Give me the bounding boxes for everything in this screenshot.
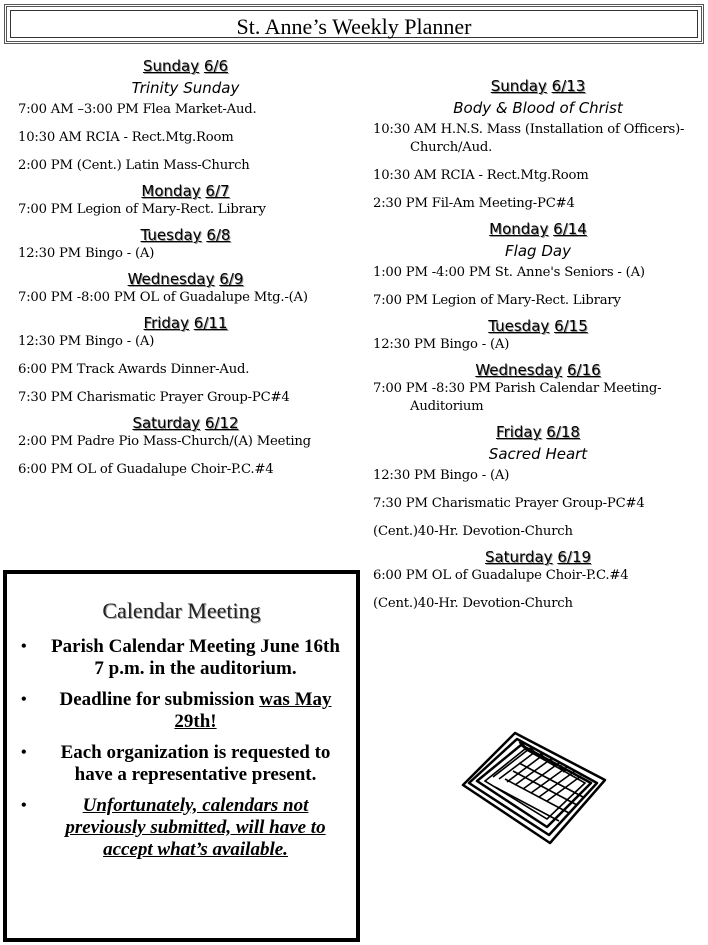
right-column bbox=[373, 76, 703, 623]
day-heading: Sunday 6/6 bbox=[142, 57, 229, 75]
event: 12:30 PM Bingo - (A) bbox=[373, 468, 510, 483]
list-item: • Parish Calendar Meeting June 16th 7 p.m. in the auditorium. bbox=[45, 636, 346, 680]
event: 2:30 PM Fil-Am Meeting-PC#4 bbox=[373, 196, 575, 211]
event: 6:00 PM OL of Guadalupe Choir-P.C.#4 bbox=[18, 462, 274, 477]
event: 10:30 AM H.N.S. Mass (Installation of Officers)-Church/Aud. bbox=[373, 122, 685, 155]
event: 10:30 AM RCIA - Rect.Mtg.Room bbox=[18, 130, 234, 145]
event: 7:00 PM -8:00 PM OL of Guadalupe Mtg.-(A) bbox=[18, 290, 308, 305]
event: 10:30 AM RCIA - Rect.Mtg.Room bbox=[373, 168, 589, 183]
event: 12:30 PM Bingo - (A) bbox=[18, 246, 155, 261]
title-banner bbox=[4, 4, 704, 44]
day-heading: Sunday 6/13 bbox=[490, 77, 586, 95]
list-item: • Deadline for submission was May 29th! bbox=[45, 689, 346, 733]
event: 2:00 PM Padre Pio Mass-Church/(A) Meeting bbox=[18, 434, 311, 449]
list-item: • Each organization is requested to have a representative present. bbox=[45, 742, 346, 786]
calendar-meeting-title: Calendar Meeting bbox=[102, 598, 261, 623]
day-heading: Wednesday 6/16 bbox=[475, 361, 601, 379]
day-heading: Monday 6/14 bbox=[489, 220, 587, 238]
day-heading: Tuesday 6/8 bbox=[140, 226, 231, 244]
event: 7:00 PM Legion of Mary-Rect. Library bbox=[373, 293, 621, 308]
day-heading: Monday 6/7 bbox=[141, 182, 230, 200]
feast-name: Flag Day bbox=[505, 242, 571, 260]
day-heading: Saturday 6/12 bbox=[132, 414, 239, 432]
event: (Cent.)40-Hr. Devotion-Church bbox=[373, 524, 573, 539]
calendar-meeting-list bbox=[7, 636, 356, 861]
feast-name: Body & Blood of Christ bbox=[453, 99, 623, 117]
event: 7:30 PM Charismatic Prayer Group-PC#4 bbox=[373, 496, 645, 511]
feast-name: Sacred Heart bbox=[488, 445, 588, 463]
event: 7:30 PM Charismatic Prayer Group-PC#4 bbox=[18, 390, 290, 405]
event: 7:00 AM –3:00 PM Flea Market-Aud. bbox=[18, 102, 257, 117]
event: 7:00 PM Legion of Mary-Rect. Library bbox=[18, 202, 266, 217]
list-item: • Unfortunately, calendars not previously submitted, will have to accept what’s available. bbox=[45, 795, 346, 861]
left-column bbox=[18, 56, 353, 489]
calendar-icon bbox=[455, 725, 610, 850]
event: 12:30 PM Bingo - (A) bbox=[18, 334, 155, 349]
event: 7:00 PM -8:30 PM Parish Calendar Meeting-Auditorium bbox=[373, 381, 662, 414]
event: 6:00 PM Track Awards Dinner-Aud. bbox=[18, 362, 250, 377]
event: 12:30 PM Bingo - (A) bbox=[373, 337, 510, 352]
day-heading: Saturday 6/19 bbox=[484, 548, 592, 566]
page-title: St. Anne’s Weekly Planner bbox=[10, 10, 698, 38]
day-heading: Wednesday 6/9 bbox=[127, 270, 244, 288]
event: 1:00 PM -4:00 PM St. Anne's Seniors - (A) bbox=[373, 265, 645, 280]
day-heading: Tuesday 6/15 bbox=[488, 317, 588, 335]
calendar-meeting-box bbox=[3, 570, 360, 942]
event: 2:00 PM (Cent.) Latin Mass-Church bbox=[18, 158, 250, 173]
event: (Cent.)40-Hr. Devotion-Church bbox=[373, 596, 573, 611]
day-heading: Friday 6/11 bbox=[143, 314, 228, 332]
day-heading: Friday 6/18 bbox=[496, 423, 580, 441]
feast-name: Trinity Sunday bbox=[131, 79, 240, 97]
event: 6:00 PM OL of Guadalupe Choir-P.C.#4 bbox=[373, 568, 629, 583]
